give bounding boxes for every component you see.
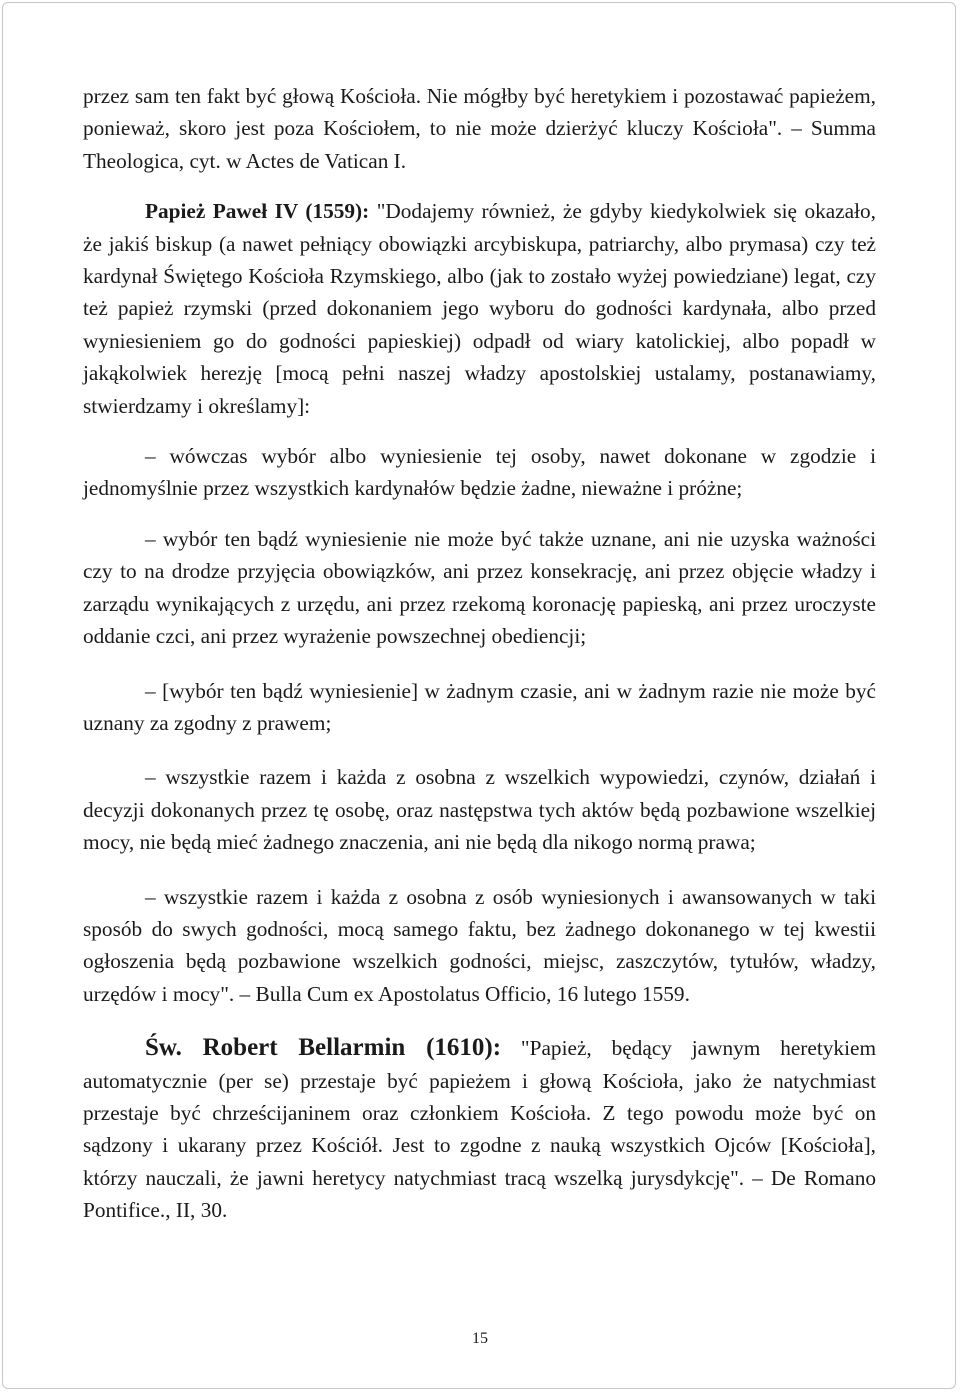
paragraph-paul-iv bbox=[83, 195, 876, 422]
list-item-2: – wybór ten bądź wyniesienie nie może być także uznane, ani nie uzyska ważności czy to na drodze przyjęcia obowiązków, ani przez konsekrację, ani przez objęcie władzy i zarządu wynikających z urzędu, ani przez rzekomą koronację papieską, ani przez uroczyste oddanie czci, ani przez wyrażenie powszechnej obediencji; bbox=[83, 526, 876, 649]
quote-paul-iv: "Dodajemy również, że gdyby kiedykolwiek się okazało, że jakiś biskup (a nawet pełniący obowiązki arcybiskupa, patriarchy, albo prymasa) czy też kardynał Świętego Kościoła Rzymskiego, albo (jak to zostało wyżej powiedziane) legat, czy też papież rzymski (przed dokonaniem jego wyboru do godności kardynała, albo przed wyniesieniem go do godności papieskiej) odpadł od wiary katolickiej, albo popadł w jakąkolwiek herezję [mocą pełni naszej władzy apostolskiej ustalamy, postanawiamy, stwierdzamy i określamy]: bbox=[83, 199, 877, 418]
quote-bellarmine: "Papież, będący jawnym heretykiem automatycznie (per se) przestaje być papieżem i głową Kościoła, jako że natychmiast przestaje być chrześcijaninem oraz członkiem Kościoła. Z tego powodu może być on sądzony i ukarany przez Kościół. Jest to zgodne z nauką wszystkich Ojców [Kościoła], którzy nauczali, że jawni heretycy natychmiast tracą wszelką jurysdykcję". – De Romano Pontifice., II, 30. bbox=[83, 1036, 877, 1223]
paragraph-continuation: przez sam ten fakt być głową Kościoła. Nie mógłby być heretykiem i pozostawać papieżem, ponieważ, skoro jest poza Kościołem, to nie może dzierżyć kluczy Kościoła". – Summa Theologica, cyt. w Actes de Vatican I. bbox=[83, 84, 876, 173]
speaker-bellarmine: Św. Robert Bellarmin (1610): bbox=[145, 1034, 502, 1062]
page-number: 15 bbox=[472, 1330, 488, 1347]
document-body bbox=[83, 80, 876, 1227]
list-item-5: – wszystkie razem i każda z osobna z osób wyniesionych i awansowanych w taki sposób do swych godności, mocą samego faktu, bez żadnego dokonanego w tej kwestii ogłoszenia będą pozbawione wszelkich godności, miejsc, zaszczytów, tytułów, władzy, urzędów i mocy". – Bulla Cum ex Apostolatus Officio, 16 lutego 1559. bbox=[83, 884, 876, 1006]
list-item-3: – [wybór ten bądź wyniesienie] w żadnym czasie, ani w żadnym razie nie może być uznany za zgodny z prawem; bbox=[83, 678, 876, 735]
speaker-paul-iv: Papież Paweł IV (1559): bbox=[145, 199, 370, 224]
list-item-4: – wszystkie razem i każda z osobna z wszelkich wypowiedzi, czynów, działań i decyzji dokonanych przez tę osobę, oraz następstwa tych aktów będą pozbawione wszelkiej mocy, nie będą mieć żadnego znaczenia, ani nie będą dla nikogo normą prawa; bbox=[83, 765, 876, 855]
list-item-1: – wówczas wybór albo wyniesienie tej osoby, nawet dokonane w zgodzie i jednomyślnie przez wszystkich kardynałów będzie żadne, nieważne i próżne; bbox=[83, 444, 876, 501]
paragraph-bellarmine bbox=[83, 1032, 876, 1226]
